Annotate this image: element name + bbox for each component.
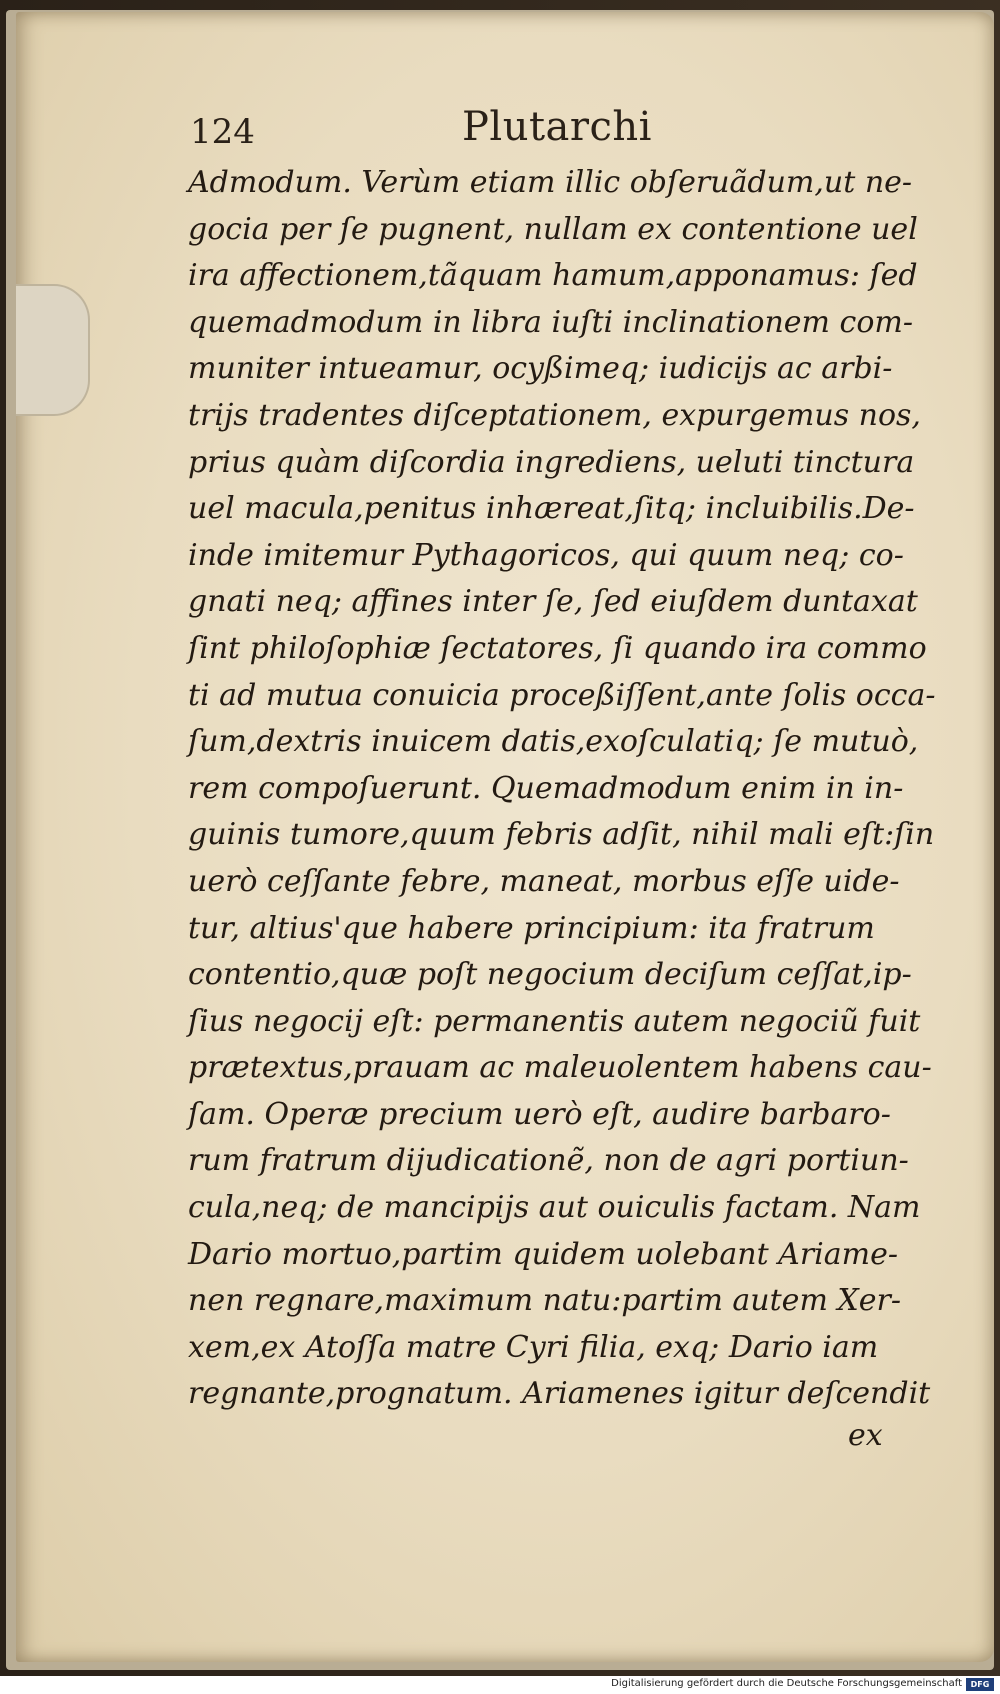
bookmark-tab <box>16 284 90 416</box>
running-head <box>0 104 1000 154</box>
text-line: xem,ex Atoſſa matre Cyri filia, exq; Dario iam <box>188 1329 879 1365</box>
text-line: ti ad mutua conuicia proceßiſſent,ante ſolis occa- <box>188 677 936 713</box>
catchword: ex <box>848 1418 883 1453</box>
text-line: ſint philoſophiæ ſectatores, ſi quando ira commo <box>188 630 927 666</box>
text-line: trijs tradentes diſceptationem, expurgemus nos, <box>188 397 921 433</box>
text-line: inde imitemur Pythagoricos, qui quum neq; co- <box>188 537 904 573</box>
text-line: nen regnare,maximum natu:partim autem Xer- <box>188 1283 902 1319</box>
text-line: rum fratrum dijudicationẽ, non de agri portiun- <box>188 1143 909 1179</box>
text-line: quemadmodum in libra iuſti inclinationem com- <box>188 304 913 340</box>
text-block <box>188 160 936 1418</box>
text-line: prætextus,prauam ac maleuolentem habens cau- <box>188 1050 932 1086</box>
text-line: muniter intueamur, ocyßimeq; iudicijs ac arbi- <box>188 351 893 387</box>
text-line: cula,neq; de mancipijs aut ouiculis factam. Nam <box>188 1190 921 1226</box>
text-line: ira affectionem,tãquam hamum,apponamus: ſed <box>188 258 918 294</box>
text-line: ſam. Operæ precium uerò eſt, audire barbaro- <box>188 1096 891 1132</box>
text-line: Admodum. Verùm etiam illic obſeruãdum,ut ne- <box>188 165 913 200</box>
text-line: Dario mortuo,partim quidem uolebant Ariame- <box>188 1236 898 1272</box>
text-line: uerò ceſſante febre, maneat, morbus eſſe uide- <box>188 863 900 899</box>
running-title: Plutarchi <box>462 104 652 150</box>
text-line: uel macula,penitus inhæreat,ſitq; incluibilis.De- <box>188 491 915 527</box>
text-line: guinis tumore,quum febris adſit, nihil mali eſt:ſin <box>188 817 935 853</box>
text-line: gnati neq; affines inter ſe, ſed eiuſdem duntaxat <box>188 584 918 620</box>
page-number: 124 <box>190 112 255 152</box>
text-line: regnante,prognatum. Ariamenes igitur deſcendit <box>188 1376 931 1412</box>
text-line: ſius negocij eſt: permanentis autem negociũ fuit <box>188 1003 921 1039</box>
text-line: tur, altius'que habere principium: ita fratrum <box>188 910 875 946</box>
text-line: ſum,dextris inuicem datis,exoſculatiq; ſe mutuò, <box>188 724 919 760</box>
text-line: prius quàm diſcordia ingrediens, ueluti tinctura <box>188 444 915 480</box>
text-line: gocia per ſe pugnent, nullam ex contentione uel <box>188 211 918 247</box>
text-line: rem compoſuerunt. Quemadmodum enim in in- <box>188 770 904 806</box>
digitization-credit: Digitalisierung gefördert durch die Deutsche Forschungsgemeinschaft <box>611 1678 962 1689</box>
text-line: contentio,quæ poſt negocium deciſum ceſſat,ip- <box>188 957 912 993</box>
dfg-logo: DFG <box>966 1678 994 1691</box>
footer-bar <box>0 1676 1000 1694</box>
